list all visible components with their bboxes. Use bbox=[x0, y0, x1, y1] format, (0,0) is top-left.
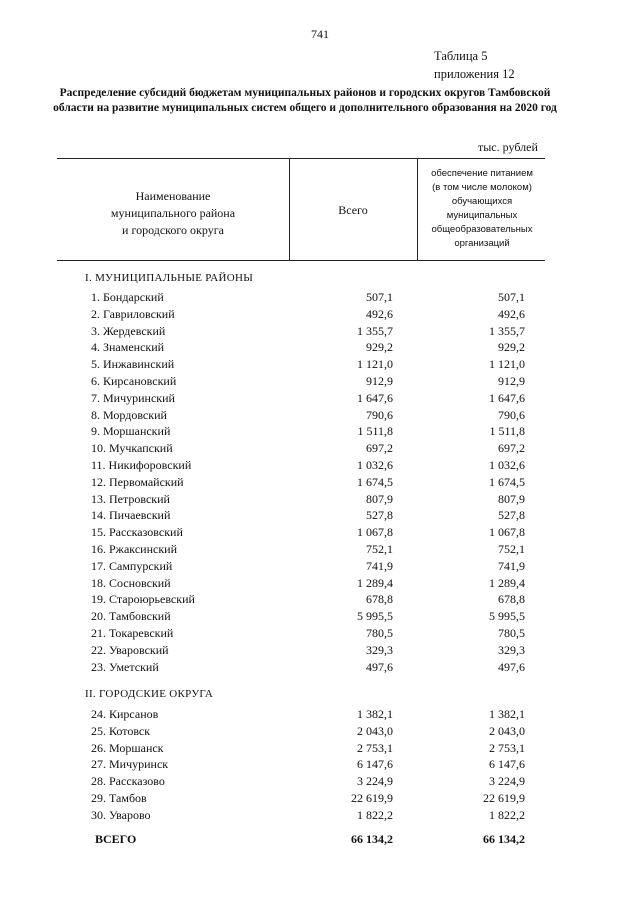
row-total: 527,8 bbox=[366, 508, 393, 523]
row-name: 17. Сампурский bbox=[91, 558, 173, 573]
table-row bbox=[0, 475, 640, 492]
section-title-districts: I. МУНИЦИПАЛЬНЫЕ РАЙОНЫ bbox=[85, 272, 254, 284]
table-row bbox=[0, 424, 640, 441]
row-total: 790,6 bbox=[366, 407, 393, 422]
row-name: 15. Рассказовский bbox=[91, 525, 183, 540]
table-row bbox=[0, 643, 640, 660]
row-total: 1 355,7 bbox=[357, 323, 393, 338]
row-food: 697,2 bbox=[498, 441, 525, 456]
row-food: 1 355,7 bbox=[489, 323, 525, 338]
districts-table-body bbox=[0, 290, 640, 676]
table-row bbox=[0, 542, 640, 559]
row-food: 741,9 bbox=[498, 558, 525, 573]
table-reference-line-1: Таблица 5 bbox=[434, 49, 488, 63]
row-name: 5. Инжавинский bbox=[91, 357, 175, 372]
row-name: 21. Токаревский bbox=[91, 625, 174, 640]
row-total: 1 674,5 bbox=[357, 474, 393, 489]
row-total: 329,3 bbox=[366, 642, 393, 657]
table-row bbox=[0, 660, 640, 677]
row-name: 7. Мичуринский bbox=[91, 390, 175, 405]
row-total: 678,8 bbox=[366, 592, 393, 607]
row-name: 10. Мучкапский bbox=[91, 441, 173, 456]
row-total: 22 619,9 bbox=[351, 790, 393, 805]
row-name: 11. Никифоровский bbox=[91, 457, 192, 472]
row-total: 1 289,4 bbox=[357, 575, 393, 590]
table-row bbox=[0, 741, 640, 758]
row-name: 19. Староюрьевский bbox=[91, 592, 195, 607]
page-number: 741 bbox=[311, 27, 329, 41]
table-row bbox=[0, 626, 640, 643]
column-header-name-line: и городского округа bbox=[122, 223, 224, 237]
table-row bbox=[0, 576, 640, 593]
table-row bbox=[0, 492, 640, 509]
row-name: 30. Уварово bbox=[91, 807, 151, 822]
row-food: 2 753,1 bbox=[489, 740, 525, 755]
row-name: 13. Петровский bbox=[91, 491, 170, 506]
table-row bbox=[0, 808, 640, 825]
row-total: 5 995,5 bbox=[357, 609, 393, 624]
row-total: 1 067,8 bbox=[357, 525, 393, 540]
row-food: 22 619,9 bbox=[483, 790, 525, 805]
table-row bbox=[0, 724, 640, 741]
row-food: 527,8 bbox=[498, 508, 525, 523]
row-food: 912,9 bbox=[498, 373, 525, 388]
row-food: 1 511,8 bbox=[489, 424, 525, 439]
row-name: 9. Моршанский bbox=[91, 424, 171, 439]
row-total: 1 032,6 bbox=[357, 457, 393, 472]
table-row bbox=[0, 408, 640, 425]
row-name: 29. Тамбов bbox=[91, 790, 147, 805]
row-food: 1 674,5 bbox=[489, 474, 525, 489]
column-header-name bbox=[60, 188, 286, 239]
row-name: 24. Кирсанов bbox=[91, 707, 159, 721]
column-header-food bbox=[420, 167, 544, 251]
row-food: 507,1 bbox=[498, 290, 525, 304]
units-label: тыс. рублей bbox=[478, 140, 538, 154]
table-row bbox=[0, 559, 640, 576]
column-header-food-line: обучающихся bbox=[451, 196, 513, 207]
row-total: 1 822,2 bbox=[357, 807, 393, 822]
row-food: 1 289,4 bbox=[489, 575, 525, 590]
table-reference-line-2: приложения 12 bbox=[434, 67, 515, 81]
row-name: 8. Мордовский bbox=[91, 407, 167, 422]
column-header-total: Всего bbox=[338, 203, 368, 217]
row-name: 12. Первомайский bbox=[91, 474, 184, 489]
row-total: 507,1 bbox=[366, 290, 393, 304]
column-header-food-line: организаций bbox=[454, 238, 510, 249]
row-total: 492,6 bbox=[366, 306, 393, 321]
cities-table-body bbox=[0, 707, 640, 825]
row-food: 2 043,0 bbox=[489, 723, 525, 738]
row-name: 1. Бондарский bbox=[91, 290, 164, 304]
row-name: 16. Ржаксинский bbox=[91, 541, 177, 556]
table-row bbox=[0, 508, 640, 525]
row-food: 492,6 bbox=[498, 306, 525, 321]
column-header-name-line: Наименование bbox=[135, 189, 211, 203]
row-total: 1 511,8 bbox=[357, 424, 393, 439]
header-bottom-rule bbox=[57, 260, 545, 261]
row-food: 807,9 bbox=[498, 491, 525, 506]
row-food: 1 647,6 bbox=[489, 390, 525, 405]
row-name: 4. Знаменский bbox=[91, 340, 165, 355]
table-row bbox=[0, 374, 640, 391]
row-food: 678,8 bbox=[498, 592, 525, 607]
row-name: 3. Жердевский bbox=[91, 323, 166, 338]
row-name: 25. Котовск bbox=[91, 723, 151, 738]
row-food: 790,6 bbox=[498, 407, 525, 422]
column-header-food-line: (в том числе молоком) bbox=[432, 182, 532, 193]
table-row bbox=[0, 458, 640, 475]
row-total: 497,6 bbox=[366, 659, 393, 674]
row-food: 929,2 bbox=[498, 340, 525, 355]
row-name: 14. Пичаевский bbox=[91, 508, 171, 523]
table-row bbox=[0, 592, 640, 609]
row-name: 27. Мичуринск bbox=[91, 757, 169, 772]
table-row bbox=[0, 324, 640, 341]
row-food: 1 822,2 bbox=[489, 807, 525, 822]
row-total: 929,2 bbox=[366, 340, 393, 355]
row-total: 1 647,6 bbox=[357, 390, 393, 405]
table-reference bbox=[434, 47, 515, 83]
row-name: 22. Уваровский bbox=[91, 642, 169, 657]
table-row bbox=[0, 340, 640, 357]
row-name: 18. Сосновский bbox=[91, 575, 171, 590]
table-row bbox=[0, 525, 640, 542]
row-total: 912,9 bbox=[366, 373, 393, 388]
table-row bbox=[0, 391, 640, 408]
column-header-food-line: общеобразовательных bbox=[431, 224, 533, 235]
row-total: 1 121,0 bbox=[357, 357, 393, 372]
row-total: 3 224,9 bbox=[357, 774, 393, 789]
row-food: 1 067,8 bbox=[489, 525, 525, 540]
row-food: 329,3 bbox=[498, 642, 525, 657]
row-food: 752,1 bbox=[498, 541, 525, 556]
header-divider-1 bbox=[289, 158, 290, 260]
document-title: Распределение субсидий бюджетам муниципальных районов и городских округов Тамбовской области на развитие муниципальных систем общего и дополнительного образования на 2020 год bbox=[53, 87, 557, 114]
row-total: 2 043,0 bbox=[357, 723, 393, 738]
row-total: 2 753,1 bbox=[357, 740, 393, 755]
column-header-name-line: муниципального района bbox=[110, 206, 236, 220]
grand-total-total: 66 134,2 bbox=[351, 832, 393, 846]
row-total: 1 382,1 bbox=[357, 707, 393, 721]
row-food: 6 147,6 bbox=[489, 757, 525, 772]
row-total: 6 147,6 bbox=[357, 757, 393, 772]
table-row bbox=[0, 707, 640, 724]
table-row bbox=[0, 307, 640, 324]
column-header-food-line: муниципальных bbox=[446, 210, 518, 221]
table-top-rule bbox=[57, 158, 545, 159]
header-divider-2 bbox=[417, 158, 418, 260]
row-food: 3 224,9 bbox=[489, 774, 525, 789]
row-name: 2. Гавриловский bbox=[91, 306, 175, 321]
row-total: 780,5 bbox=[366, 625, 393, 640]
row-name: 6. Кирсановский bbox=[91, 373, 177, 388]
section-title-cities: II. ГОРОДСКИЕ ОКРУГА bbox=[85, 688, 214, 700]
grand-total-food: 66 134,2 bbox=[483, 832, 525, 846]
column-header-food-line: обеспечение питанием bbox=[431, 168, 533, 179]
table-row bbox=[0, 791, 640, 808]
grand-total-label: ВСЕГО bbox=[95, 832, 137, 846]
row-food: 497,6 bbox=[498, 659, 525, 674]
table-row bbox=[0, 441, 640, 458]
table-row bbox=[0, 357, 640, 374]
row-food: 1 121,0 bbox=[489, 357, 525, 372]
row-food: 1 382,1 bbox=[489, 707, 525, 721]
row-name: 23. Уметский bbox=[91, 659, 159, 674]
table-row bbox=[0, 757, 640, 774]
table-row bbox=[0, 609, 640, 626]
row-total: 807,9 bbox=[366, 491, 393, 506]
table-row bbox=[0, 774, 640, 791]
row-food: 1 032,6 bbox=[489, 457, 525, 472]
row-name: 20. Тамбовский bbox=[91, 609, 171, 624]
row-total: 741,9 bbox=[366, 558, 393, 573]
row-food: 780,5 bbox=[498, 625, 525, 640]
row-name: 26. Моршанск bbox=[91, 740, 164, 755]
row-food: 5 995,5 bbox=[489, 609, 525, 624]
row-total: 752,1 bbox=[366, 541, 393, 556]
row-name: 28. Рассказово bbox=[91, 774, 165, 789]
row-total: 697,2 bbox=[366, 441, 393, 456]
table-row bbox=[0, 290, 640, 307]
